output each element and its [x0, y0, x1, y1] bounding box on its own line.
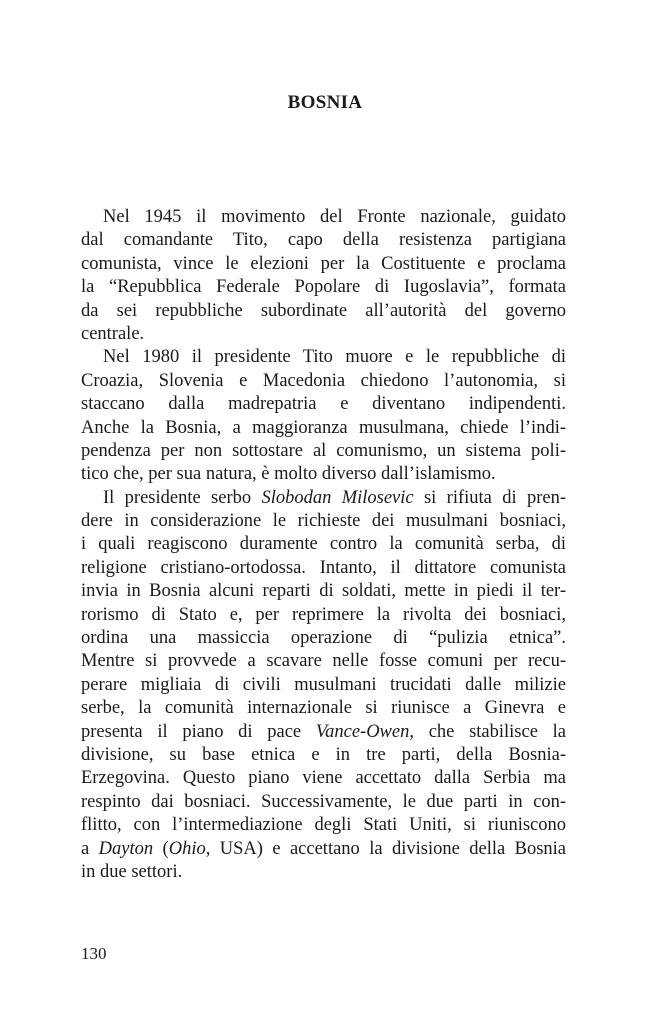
text-segment: perare migliaia di civili musulmani trucidati dalle milizie [81, 674, 566, 695]
italic-text: Dayton [98, 838, 154, 859]
text-segment: Il presidente serbo [103, 487, 262, 508]
text-line [81, 346, 566, 369]
text-segment: dere in considerazione le richieste dei musulmani bosniaci, [81, 511, 566, 532]
text-segment: flitto, con l’intermediazione degli Stati Uniti, si riuniscono [81, 815, 566, 836]
paragraph [81, 206, 566, 346]
chapter-title: BOSNIA [287, 92, 363, 113]
text-segment: presenta il piano di pace [81, 721, 316, 742]
text-segment: ( [153, 838, 169, 859]
text-line [81, 697, 566, 720]
text-line [81, 300, 566, 323]
text-line [81, 229, 566, 252]
text-line [81, 323, 566, 346]
text-segment: Nel 1980 il presidente Tito muore e le repubbliche di [103, 347, 566, 368]
text-segment: dal comandante Tito, capo della resistenza partigiana [81, 230, 566, 251]
page-number: 130 [81, 944, 107, 963]
text-segment: Nel 1945 il movimento del Fronte nazionale, guidato [103, 207, 566, 227]
text-line [81, 580, 566, 603]
text-line [81, 838, 566, 861]
text-line [81, 557, 566, 580]
text-segment: divisione, su base etnica e in tre parti, della Bosnia- [81, 744, 566, 765]
text-segment: , USA) e accettano la divisione della Bosnia [205, 838, 566, 859]
text-line [81, 253, 566, 276]
text-segment: in due settori. [81, 861, 183, 882]
text-line [81, 627, 566, 650]
text-segment: Erzegovina. Questo piano viene accettato dalla Serbia ma [81, 768, 566, 789]
text-segment: ordina una massiccia operazione di “pulizia etnica”. [81, 628, 566, 649]
text-line [81, 650, 566, 673]
text-line [81, 674, 566, 697]
text-line [81, 604, 566, 627]
text-segment: Anche la Bosnia, a maggioranza musulmana, chiede l’indi- [81, 417, 566, 438]
text-segment: serbe, la comunità internazionale si riunisce a Ginevra e [81, 698, 566, 719]
text-segment: si rifiuta di pren- [413, 487, 566, 508]
text-segment: la “Repubblica Federale Popolare di Iugoslavia”, formata [81, 277, 566, 298]
text-segment: pendenza per non sottostare al comunismo, un sistema poli- [81, 440, 566, 461]
text-segment: comunista, vince le elezioni per la Costituente e proclama [81, 253, 566, 274]
text-segment: , che stabilisce la [409, 721, 566, 742]
text-segment: Mentre si provvede a scavare nelle fosse comuni per recu- [81, 651, 566, 672]
paragraph [81, 346, 566, 486]
text-segment: rorismo di Stato e, per reprimere la rivolta dei bosniaci, [81, 604, 566, 625]
body-text [81, 206, 566, 884]
text-line [81, 861, 566, 884]
text-line [81, 510, 566, 533]
text-line [81, 814, 566, 837]
italic-text: Ohio [168, 838, 206, 859]
text-line [81, 463, 566, 486]
text-segment: i quali reagiscono duramente contro la comunità serba, di [81, 534, 566, 555]
text-segment: respinto dai bosniaci. Successivamente, le due parti in con- [81, 791, 566, 812]
text-segment: staccano dalla madrepatria e diventano indipendenti. [81, 394, 566, 415]
text-segment: a [81, 838, 99, 859]
text-segment: da sei repubbliche subordinate all’autorità del governo [81, 300, 566, 321]
text-line [81, 206, 566, 229]
text-line [81, 393, 566, 416]
text-line [81, 370, 566, 393]
paragraph [81, 487, 566, 885]
italic-text: Vance-Owen [315, 721, 410, 742]
text-segment: centrale. [81, 323, 145, 344]
text-line [81, 276, 566, 299]
text-line [81, 533, 566, 556]
text-line [81, 487, 566, 510]
text-segment: religione cristiano-ortodossa. Intanto, il dittatore comunista [81, 557, 566, 578]
text-line [81, 440, 566, 463]
text-segment: tico che, per sua natura, è molto diverso dall’islamismo. [81, 464, 496, 485]
text-line [81, 767, 566, 790]
text-line [81, 791, 566, 814]
text-line [81, 744, 566, 767]
text-segment: invia in Bosnia alcuni reparti di soldati, mette in piedi il ter- [81, 581, 566, 602]
text-line [81, 417, 566, 440]
text-segment: Croazia, Slovenia e Macedonia chiedono l’autonomia, si [81, 370, 566, 391]
text-line [81, 721, 566, 744]
italic-text: Slobodan Milosevic [261, 487, 414, 508]
